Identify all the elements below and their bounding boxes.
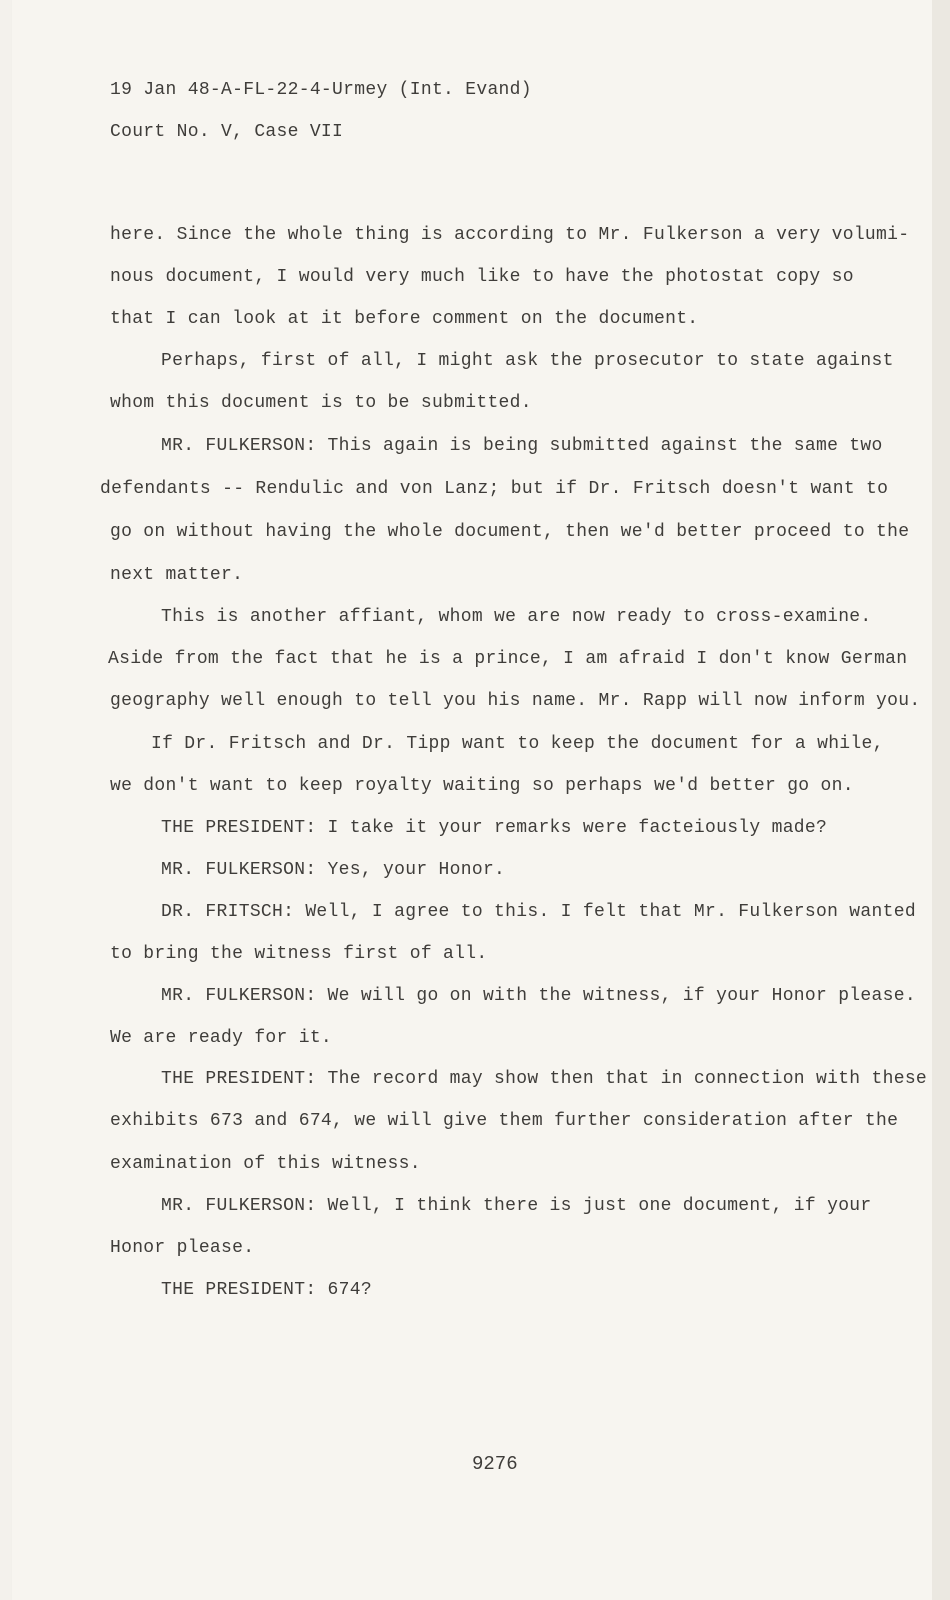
body-line: THE PRESIDENT: The record may show then that in connection with these	[161, 1069, 928, 1089]
header-line-2: Court No. V, Case VII	[110, 122, 344, 142]
body-line: MR. FULKERSON: Yes, your Honor.	[161, 860, 506, 880]
body-line: MR. FULKERSON: We will go on with the witness, if your Honor please.	[161, 986, 916, 1006]
body-line: defendants -- Rendulic and von Lanz; but if Dr. Fritsch doesn't want to	[100, 479, 889, 499]
body-line: MR. FULKERSON: This again is being submitted against the same two	[161, 436, 883, 456]
body-line: We are ready for it.	[110, 1028, 333, 1048]
body-line: THE PRESIDENT: I take it your remarks were facteiously made?	[161, 818, 828, 838]
body-line: Honor please.	[110, 1238, 255, 1258]
body-line: DR. FRITSCH: Well, I agree to this. I felt that Mr. Fulkerson wanted	[161, 902, 916, 922]
body-line: If Dr. Fritsch and Dr. Tipp want to keep the document for a while,	[151, 734, 884, 754]
body-line: THE PRESIDENT: 674?	[161, 1280, 372, 1300]
page-number: 9276	[472, 1453, 518, 1475]
body-line: here. Since the whole thing is according to Mr. Fulkerson a very volumi-	[110, 225, 910, 245]
body-line: that I can look at it before comment on the document.	[110, 309, 699, 329]
body-line: whom this document is to be submitted.	[110, 393, 532, 413]
body-line: geography well enough to tell you his name. Mr. Rapp will now inform you.	[110, 691, 921, 711]
body-line: next matter.	[110, 565, 244, 585]
body-line: nous document, I would very much like to have the photostat copy so	[110, 267, 854, 287]
body-line: Perhaps, first of all, I might ask the prosecutor to state against	[161, 351, 894, 371]
body-line: to bring the witness first of all.	[110, 944, 488, 964]
header-line-1: 19 Jan 48-A-FL-22-4-Urmey (Int. Evand)	[110, 80, 532, 100]
body-line: Aside from the fact that he is a prince, I am afraid I don't know German	[108, 649, 908, 669]
body-line: go on without having the whole document, then we'd better proceed to the	[110, 522, 910, 542]
body-line: we don't want to keep royalty waiting so perhaps we'd better go on.	[110, 776, 854, 796]
body-line: This is another affiant, whom we are now ready to cross-examine.	[161, 607, 872, 627]
body-line: MR. FULKERSON: Well, I think there is just one document, if your	[161, 1196, 872, 1216]
body-line: exhibits 673 and 674, we will give them further consideration after the	[110, 1111, 899, 1131]
body-line: examination of this witness.	[110, 1154, 421, 1174]
page-edge	[932, 0, 950, 1600]
